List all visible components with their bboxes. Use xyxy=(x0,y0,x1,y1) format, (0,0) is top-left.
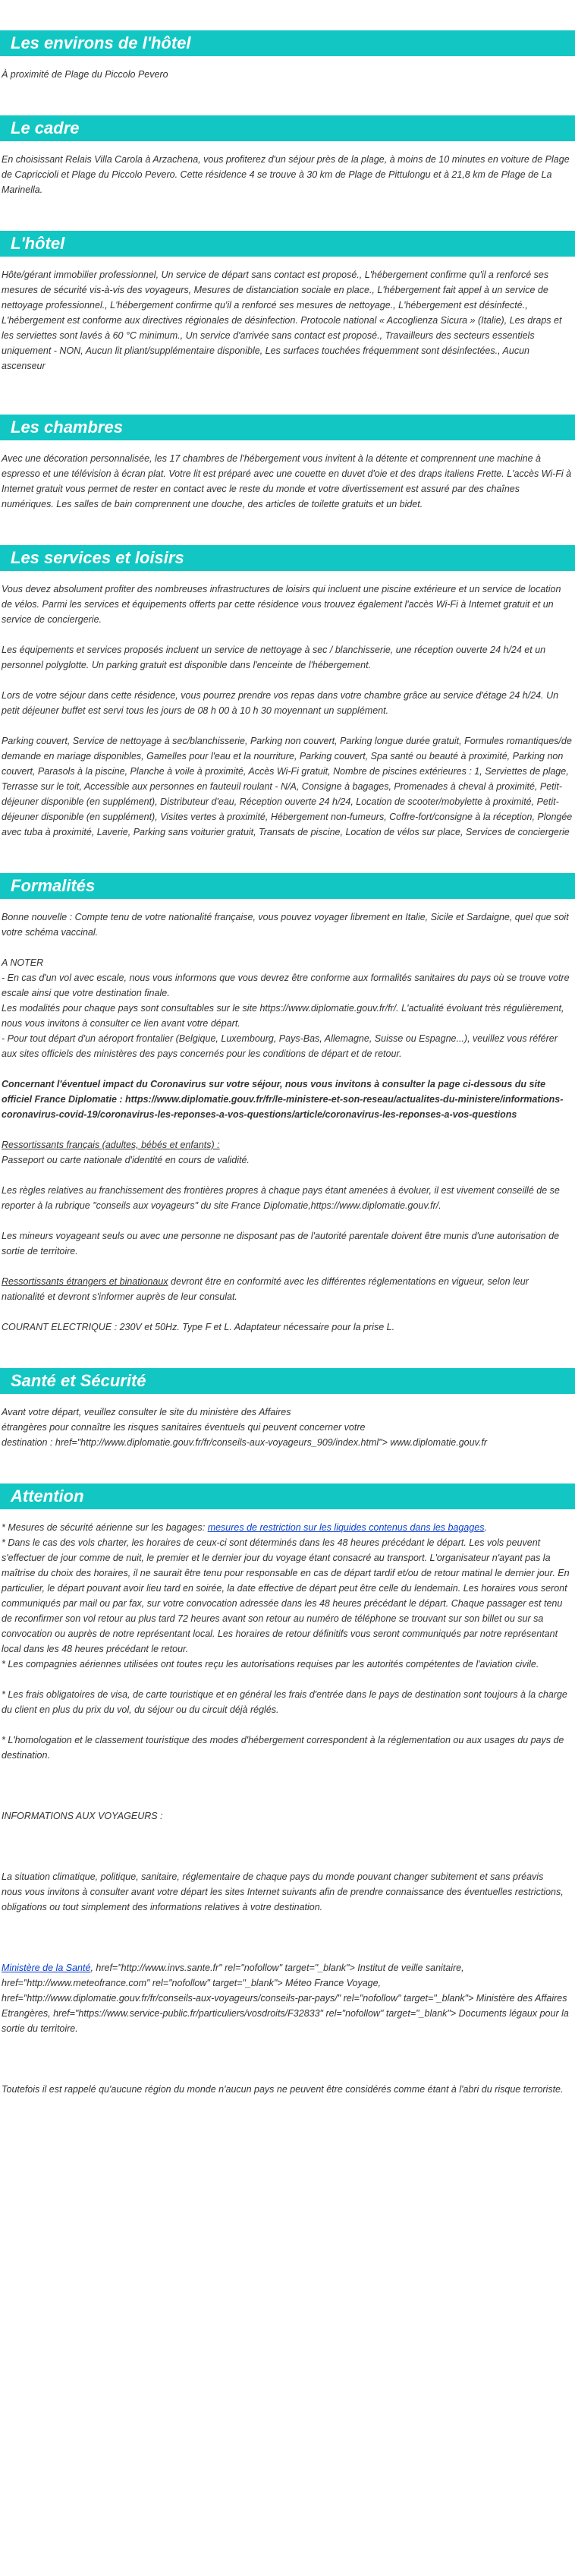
attention-liens-text: , href="http://www.invs.sante.fr" rel="nofollow" target="_blank"> Institut de veille sanitaire, href="http://www.meteofrance.com" rel="nofollow" target="_blank"> Méteo France Voyage, href="http://www.diplomatie.gouv.fr/fr/conseils-aux-voyageurs/conseils-par-pays/" rel="nofollow" target="_blank"> Ministère des Affaires Etrangères, href="https://www.service-public.fr/particuliers/vosdroits/F32833" rel="nofollow" target="_blank"> Documents légaux pour la sortie du territoire. xyxy=(2,1963,569,2034)
section-title-chambres: Les chambres xyxy=(0,415,575,440)
sante-line-1: Avant votre départ, veuillez consulter le site du ministère des Affaires xyxy=(2,1407,291,1417)
section-services xyxy=(0,545,575,840)
formalites-fr-heading: Ressortissants français (adultes, bébés et enfants) : xyxy=(2,1140,220,1150)
formalites-modalites: Les modalités pour chaque pays sont consultables sur le site https://www.diplomatie.gouv.fr/fr/. L'actualité évoluant très régulièrement, nous vous invitons à consulter ce lien avant votre départ. xyxy=(2,1003,564,1029)
attention-bagages-end: . xyxy=(484,1522,487,1533)
environs-text: À proximité de Plage du Piccolo Pevero xyxy=(2,69,168,80)
attention-compagnies: * Les compagnies aériennes utilisées ont toutes reçu les autorisations requises par les autorités compétentes de l'aviation civile. xyxy=(2,1659,539,1670)
liquids-restriction-link[interactable]: mesures de restriction sur les liquides contenus dans les bagages xyxy=(207,1522,485,1533)
section-formalites xyxy=(0,873,575,1335)
section-title-sante: Santé et Sécurité xyxy=(0,1368,575,1394)
formalites-paragraph-1: Bonne nouvelle : Compte tenu de votre nationalité française, vous pouvez voyager librement en Italie, Sicile et Sardaigne, quel que soit votre schéma vaccinal. xyxy=(2,912,569,938)
section-title-hotel: L'hôtel xyxy=(0,231,575,257)
section-environs xyxy=(0,30,575,82)
attention-charter: * Dans le cas des vols charter, les horaires de ceux-ci sont déterminés dans les 48 heures précédant le départ. Les vols peuvent s'effectuer de jour comme de nuit, le premier et le dernier jour du voyage étant consacré au transport. L'organisateur n'ayant pas la maîtrise du choix des horaires, il ne saurait être tenu pour responsable en cas de départ tardif et/ou de retour matinal le dernier jour. En particulier, le départ pouvant avoir lieu tard en soirée, la date effective de départ peut être celle du lendemain. Les horaires vous seront communiqués par mail ou par fax, sur votre convocation adressée dans les 48 heures précédant le départ. Chaque passager est tenu de reconfirmer son vol retour au plus tard 72 heures avant son retour au numéro de téléphone se trouvant sur son billet ou sur sa convocation ou auprès de notre représentant local. Les horaires de retour définitifs vous seront communiqués par notre représentant local dans les 48 heures précédant le retour. xyxy=(2,1537,570,1654)
formalites-etr-heading: Ressortissants étrangers et binationaux xyxy=(2,1276,168,1287)
formalites-etr-text: devront être en conformité avec les différentes réglementations en vigueur, selon leur nationalité et devront s'informer auprès de leur consulat. xyxy=(2,1276,529,1302)
sante-line-2: étrangères pour connaître les risques sanitaires éventuels qui peuvent concerner votre xyxy=(2,1422,366,1433)
formalites-mineurs: Les mineurs voyageant seuls ou avec une personne ne disposant pas de l'autorité parentale doivent être munis d'une autorisation de sortie de territoire. xyxy=(2,1231,560,1256)
section-title-services: Les services et loisirs xyxy=(0,545,575,571)
formalites-courant: COURANT ELECTRIQUE : 230V et 50Hz. Type F et L. Adaptateur nécessaire pour la prise L. xyxy=(2,1322,395,1332)
hotel-text: Hôte/gérant immobilier professionnel, Un service de départ sans contact est proposé., L'hébergement confirme qu'il a renforcé ses mesures de sécurité vis-à-vis des voyageurs, Mesures de distanciation sociale en place., L'hébergement fait appel à un service de nettoyage professionnel., L'hébergement confirme qu'il a renforcé ses mesures de nettoyage., L'hébergement est désinfecté., L'hébergement est conforme aux directives régionales de désinfection. Protocole national « Accoglienza Sicura » (Italie), Les draps et les serviettes sont lavés à 60 °C minimum., Un service d'arrivée sans contact est proposé., Travailleurs des secteurs essentiels uniquement - NON, Aucun lit pliant/supplémentaire disponible, Les surfaces touchées fréquemment sont désinfectées., Aucun ascenseur xyxy=(2,270,562,371)
cadre-text: En choisissant Relais Villa Carola à Arzachena, vous profiterez d'un séjour près de la plage, à moins de 10 minutes en voiture de Plage de Capriccioli et Plage du Piccolo Pevero. Cette résidence 4 se trouve à 30 km de Plage de Pittulongu et à 21,8 km de Plage de La Marinella. xyxy=(2,154,570,195)
formalites-a-noter: A NOTER xyxy=(2,957,44,968)
section-title-formalites: Formalités xyxy=(0,873,575,899)
attention-visa: * Les frais obligatoires de visa, de carte touristique et en général les frais d'entrée dans le pays de destination sont toujours à la charge du client en plus du prix du vol, du séjour ou du circuit déjà réglés. xyxy=(2,1689,567,1715)
attention-bagages xyxy=(0,1520,575,1535)
services-paragraph-4: Parking couvert, Service de nettoyage à sec/blanchisserie, Parking non couvert, Parking longue durée gratuit, Formules romantiques/de demande en mariage disponibles, Gamelles pour l'eau et la nourriture, Parking couvert, Spa santé ou beauté à proximité, Parking non couvert, Parasols à la piscine, Planche à voile à proximité, Accès Wi-Fi gratuit, Nombre de piscines extérieures : 1, Serviettes de plage, Terrasse sur le toit, Accessible aux personnes en fauteuil roulant - N/A, Consigne à bagages, Promenades à cheval à proximité, Petit-déjeuner disponible (en supplément), Distributeur d'eau, Réception ouverte 24 h/24, Location de scooter/mobylette à proximité, Petit-déjeuner disponible (en supplément), Visites vertes à proximité, Hébergement non-fumeurs, Coffre-fort/consigne à la réception, Plongée avec tuba à proximité, Laverie, Parking sans voiturier gratuit, Transats de piscine, Location de vélos sur place, Services de conciergerie xyxy=(2,736,573,837)
section-title-cadre: Le cadre xyxy=(0,115,575,141)
formalites-etrangers xyxy=(0,1274,575,1304)
services-paragraph-1: Vous devez absolument profiter des nombreuses infrastructures de loisirs qui incluent une piscine extérieure et un service de location de vélos. Parmi les services et équipements offerts par cette résidence vous trouvez également l'accès Wi-Fi à Internet gratuit et un service de conciergerie. xyxy=(2,584,561,625)
formalites-escale: - En cas d'un vol avec escale, nous vous informons que vous devrez être conforme aux formalités sanitaires du pays où se trouve votre escale ainsi que votre destination finale. xyxy=(2,973,570,998)
section-hotel xyxy=(0,231,575,374)
ministere-sante-link[interactable]: Ministère de la Santé xyxy=(2,1963,91,1973)
section-attention xyxy=(0,1483,575,2097)
services-paragraph-2: Les équipements et services proposés incluent un service de nettoyage à sec / blanchisserie, une réception ouverte 24 h/24 et un personnel polyglotte. Un parking gratuit est disponible dans l'enceinte de l'hébergement. xyxy=(2,645,546,670)
attention-bagages-label: * Mesures de sécurité aérienne sur les bagages: xyxy=(2,1522,208,1533)
attention-liens xyxy=(0,1960,575,2036)
chambres-text: Avec une décoration personnalisée, les 17 chambres de l'hébergement vous invitent à la détente et comprennent une machine à espresso et une télévision à écran plat. Votre lit est préparé avec une couette en duvet d'oie et des draps italiens Frette. L'accès Wi-Fi à Internet gratuit vous permet de rester en contact avec le reste du monde et votre divertissement est assuré par des chaînes numériques. Les salles de bain comprennent une douche, des articles de toilette gratuits et un bidet. xyxy=(2,453,572,509)
sante-line-3: destination : href="http://www.diplomatie.gouv.fr/fr/conseils-aux-voyageurs_909/index.html"> www.diplomatie.gouv.fr xyxy=(2,1437,487,1448)
section-chambres xyxy=(0,415,575,512)
attention-informations: INFORMATIONS AUX VOYAGEURS : xyxy=(2,1811,163,1821)
attention-situation: La situation climatique, politique, sanitaire, réglementaire de chaque pays du monde pouvant changer subitement et sans préavis xyxy=(2,1871,544,1882)
formalites-coronavirus: Concernant l'éventuel impact du Coronavirus sur votre séjour, nous vous invitons à consulter la page ci-dessous du site officiel France Diplomatie : https://www.diplomatie.gouv.fr/fr/le-ministere-et-son-reseau/actualites-du-ministere/informations-coronavirus-covid-19/coronavirus-les-reponses-a-vos-questions/article/coronavirus-les-reponses-a-vos-questions xyxy=(2,1079,564,1120)
section-title-attention: Attention xyxy=(0,1483,575,1509)
services-paragraph-3: Lors de votre séjour dans cette résidence, vous pourrez prendre vos repas dans votre chambre grâce au service d'étage 24 h/24. Un petit déjeuner buffet est servi tous les jours de 08 h 00 à 10 h 30 moyennant un supplément. xyxy=(2,690,559,716)
attention-terrorisme: Toutefois il est rappelé qu'aucune région du monde n'aucun pays ne peuvent être considérés comme étant à l'abri du risque terroriste. xyxy=(2,2084,564,2095)
section-sante xyxy=(0,1368,575,1450)
formalites-regles: Les règles relatives au franchissement des frontières propres à chaque pays étant amenées à évoluer, il est vivement conseillé de se reporter à la rubrique "conseils aux voyageurs" du site France Diplomatie,https://www.diplomatie.gouv.fr/. xyxy=(2,1185,560,1211)
attention-sites: nous vous invitons à consulter avant votre départ les sites Internet suivants afin de prendre connaissance des éventuelles restrictions, obligations ou tout simplement des informations relatives à votre destination. xyxy=(2,1887,564,1912)
formalites-fr-text: Passeport ou carte nationale d'identité en cours de validité. xyxy=(2,1155,250,1165)
section-cadre xyxy=(0,115,575,197)
section-title-environs: Les environs de l'hôtel xyxy=(0,30,575,56)
attention-homologation: * L'homologation et le classement touristique des modes d'hébergement correspondent à la réglementation ou aux usages du pays de destination. xyxy=(2,1735,564,1761)
formalites-aeroport: - Pour tout départ d'un aéroport frontalier (Belgique, Luxembourg, Pays-Bas, Allemagne, Suisse ou Espagne...), veuillez vous référer aux sites officiels des ministères des pays concernés pour les conditions de départ et de retour. xyxy=(2,1033,558,1059)
